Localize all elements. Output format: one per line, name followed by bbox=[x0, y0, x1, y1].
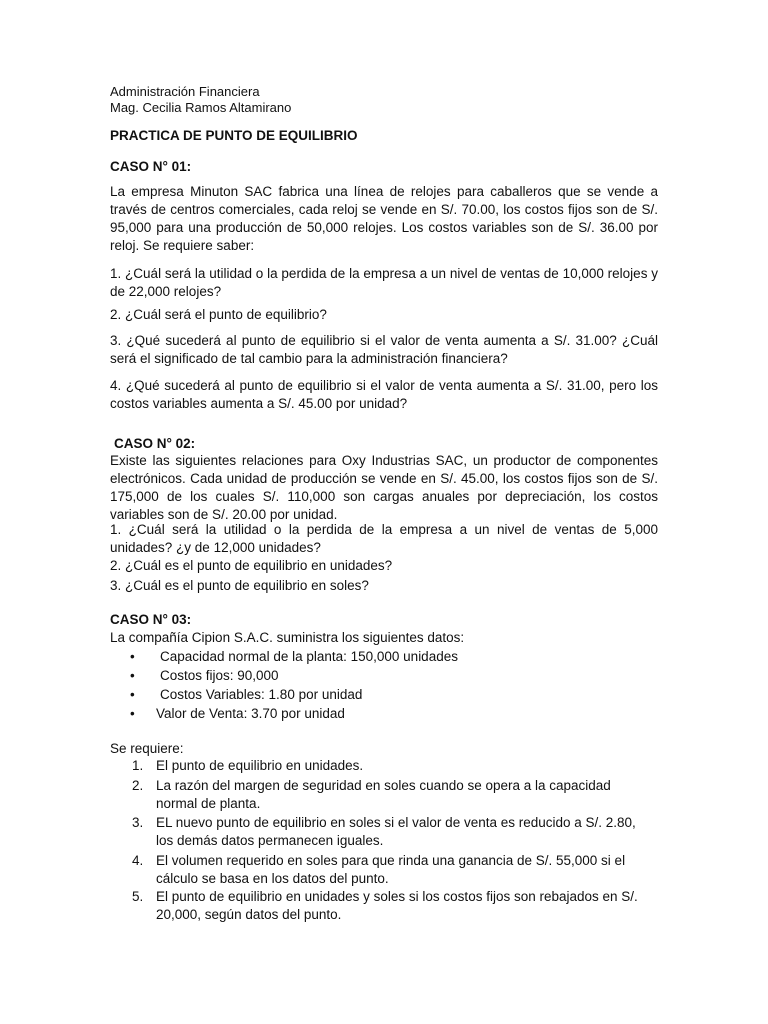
case-1-intro: La empresa Minuton SAC fabrica una línea de relojes para caballeros que se vende a través de centros comerciales, cada reloj se vende en S/. 70.00, los costos fijos son de S/. 95,000 para una producción de 50,000 relojes. Los costos variables son de S/. 36.00 por reloj. Se requiere saber: bbox=[110, 184, 658, 253]
requires-label: Se requiere: bbox=[110, 741, 184, 756]
document-title: PRACTICA DE PUNTO DE EQUILIBRIO bbox=[110, 128, 358, 143]
item-number: 5. bbox=[132, 889, 144, 904]
item-text: El punto de equilibrio en unidades y soles si los costos fijos son rebajados en S/. 20,000, según datos del punto. bbox=[156, 889, 638, 922]
item-text: El punto de equilibrio en unidades. bbox=[156, 758, 364, 773]
bullet-text: Valor de Venta: 3.70 por unidad bbox=[156, 706, 345, 721]
item-text: La razón del margen de seguridad en soles cuando se opera a la capacidad normal de planta. bbox=[156, 778, 611, 811]
teacher-name: Mag. Cecilia Ramos Altamirano bbox=[110, 100, 292, 115]
case-1-question-1: 1. ¿Cuál será la utilidad o la perdida de la empresa a un nivel de ventas de 10,000 relojes y de 22,000 relojes? bbox=[110, 266, 658, 299]
case-2-heading: CASO N° 02: bbox=[114, 436, 196, 451]
item-number: 3. bbox=[132, 815, 144, 830]
item-number: 2. bbox=[132, 778, 144, 793]
case-2-question-3: 3. ¿Cuál es el punto de equilibrio en soles? bbox=[110, 578, 369, 593]
bullet-icon: • bbox=[130, 649, 135, 664]
bullet-icon: • bbox=[130, 706, 135, 721]
case-2-question-1: 1. ¿Cuál será la utilidad o la perdida de la empresa a un nivel de ventas de 5,000 unidades? ¿y de 12,000 unidades? bbox=[110, 522, 658, 555]
bullet-text: Costos fijos: 90,000 bbox=[160, 668, 279, 683]
case-3-intro: La compañía Cipion S.A.C. suministra los siguientes datos: bbox=[110, 630, 465, 645]
case-1-question-4: 4. ¿Qué sucederá al punto de equilibrio si el valor de venta aumenta a S/. 31.00, pero los costos variables aumenta a S/. 45.00 por unidad? bbox=[110, 378, 658, 411]
case-3-heading: CASO N° 03: bbox=[110, 612, 192, 627]
bullet-icon: • bbox=[130, 668, 135, 683]
item-text: El volumen requerido en soles para que rinda una ganancia de S/. 55,000 si el cálculo se basa en los datos del punto. bbox=[156, 853, 626, 886]
case-1-question-2: 2. ¿Cuál será el punto de equilibrio? bbox=[110, 307, 327, 322]
case-2-question-2: 2. ¿Cuál es el punto de equilibrio en unidades? bbox=[110, 558, 393, 573]
bullet-text: Capacidad normal de la planta: 150,000 unidades bbox=[160, 649, 458, 664]
item-text: EL nuevo punto de equilibrio en soles si el valor de venta es reducido a S/. 2.80, los demás datos permanecen iguales. bbox=[156, 815, 636, 848]
case-1-question-3: 3. ¿Qué sucederá al punto de equilibrio si el valor de venta aumenta a S/. 31.00? ¿Cuál será el significado de tal cambio para la administración financiera? bbox=[110, 333, 658, 366]
case-2-intro: Existe las siguientes relaciones para Oxy Industrias SAC, un productor de componentes electrónicos. Cada unidad de producción se vende en S/. 45.00, los costos fijos son de S/. 175,000 de los cuales S/. 110,000 son cargas anuales por depreciación, los costos variables son de S/. 20.00 por unidad. bbox=[110, 453, 658, 522]
case-1-heading: CASO N° 01: bbox=[110, 159, 192, 174]
item-number: 1. bbox=[132, 758, 144, 773]
item-number: 4. bbox=[132, 853, 144, 868]
course-name: Administración Financiera bbox=[110, 84, 260, 99]
bullet-text: Costos Variables: 1.80 por unidad bbox=[160, 687, 363, 702]
bullet-icon: • bbox=[130, 687, 135, 702]
